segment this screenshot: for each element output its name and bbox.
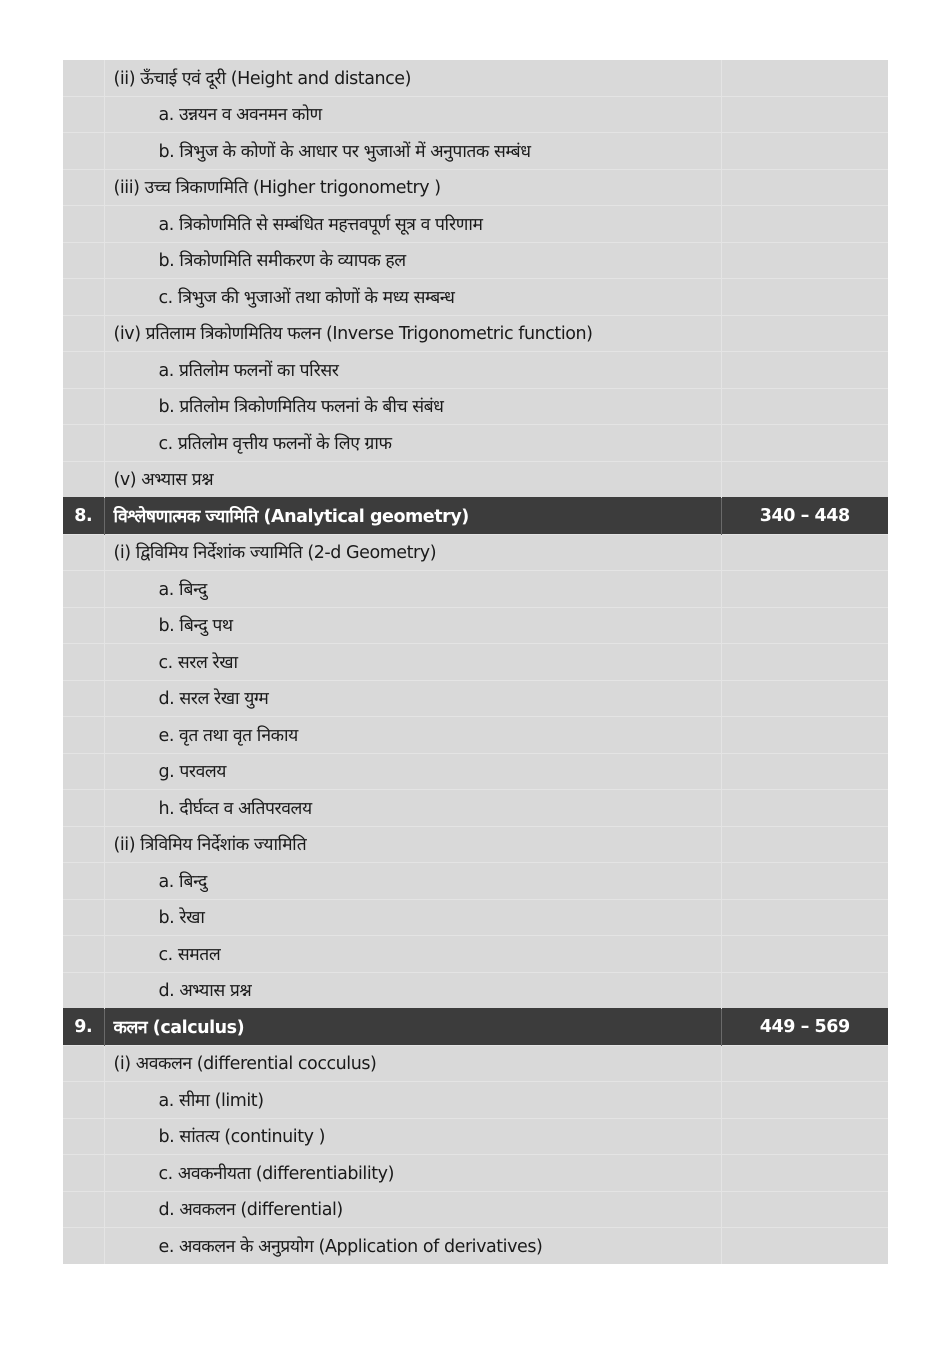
pages-cell [721,352,888,389]
pages-cell [721,936,888,973]
number-cell [63,899,104,936]
subtopic-row [63,607,888,644]
number-cell [63,571,104,608]
subtopic-row [63,936,888,973]
topic-row [63,60,888,96]
number-cell [63,206,104,243]
number-cell [63,863,104,900]
pages-cell [721,826,888,863]
number-cell [63,972,104,1009]
pages-cell [721,972,888,1009]
number-cell [63,60,104,96]
topic-row [63,169,888,206]
pages-cell [721,534,888,571]
subtopic-row [63,571,888,608]
chapter-title: कलन (calculus) [104,1009,721,1046]
pages-cell [721,717,888,754]
pages-cell [721,607,888,644]
number-cell [63,242,104,279]
subtopic-row [63,1191,888,1228]
number-cell [63,534,104,571]
chapter-row [63,498,888,535]
subtopic-row [63,425,888,462]
subtopic-row [63,863,888,900]
chapter-title: विश्लेषणात्मक ज्यामिति (Analytical geometry) [104,498,721,535]
subtopic-text: b. त्रिभुज के कोणों के आधार पर भुजाओं में अनुपातक सम्बंध [104,133,721,170]
subtopic-text: c. समतल [104,936,721,973]
pages-cell [721,899,888,936]
pages-cell [721,1118,888,1155]
subtopic-row [63,644,888,681]
subtopic-row [63,242,888,279]
subtopic-text: d. सरल रेखा युग्म [104,680,721,717]
number-cell [63,936,104,973]
number-cell [63,425,104,462]
topic-text: (iii) उच्च त्रिकाणमिति (Higher trigonometry ) [104,169,721,206]
subtopic-text: a. सीमा (limit) [104,1082,721,1119]
number-cell [63,352,104,389]
subtopic-row [63,899,888,936]
topic-text: (iv) प्रतिलाम त्रिकोणमितिय फलन (Inverse Trigonometric function) [104,315,721,352]
pages-cell [721,790,888,827]
subtopic-text: h. दीर्घव्त व अतिपरवलय [104,790,721,827]
number-cell [63,1082,104,1119]
subtopic-text: c. प्रतिलोम वृत्तीय फलनों के लिए ग्राफ [104,425,721,462]
subtopic-text: c. त्रिभुज की भुजाओं तथा कोणों के मध्य सम्बन्ध [104,279,721,316]
topic-text: (v) अभ्यास प्रश्न [104,461,721,498]
topic-text: (i) अवकलन (differential cocculus) [104,1045,721,1082]
topic-text: (i) द्विविमिय निर्देशांक ज्यामिति (2-d Geometry) [104,534,721,571]
subtopic-row [63,790,888,827]
pages-cell [721,169,888,206]
subtopic-text: b. त्रिकोणमिति समीकरण के व्यापक हल [104,242,721,279]
number-cell [63,388,104,425]
chapter-row [63,1009,888,1046]
number-cell [63,1155,104,1192]
subtopic-row [63,972,888,1009]
number-cell [63,1191,104,1228]
pages-cell [721,279,888,316]
topic-row [63,826,888,863]
subtopic-text: a. प्रतिलोम फलनों का परिसर [104,352,721,389]
subtopic-text: b. बिन्दु पथ [104,607,721,644]
chapter-number: 9. [63,1009,104,1046]
pages-cell [721,242,888,279]
topic-row [63,534,888,571]
number-cell [63,133,104,170]
subtopic-row [63,753,888,790]
subtopic-row [63,1082,888,1119]
chapter-number: 8. [63,498,104,535]
subtopic-text: b. सांतत्य (continuity ) [104,1118,721,1155]
topic-row [63,315,888,352]
subtopic-row [63,279,888,316]
number-cell [63,753,104,790]
subtopic-text: g. परवलय [104,753,721,790]
contents-table [63,60,888,1264]
subtopic-row [63,206,888,243]
subtopic-text: a. उन्नयन व अवनमन कोण [104,96,721,133]
number-cell [63,169,104,206]
topic-row [63,1045,888,1082]
topic-row [63,461,888,498]
pages-cell [721,644,888,681]
pages-cell [721,1191,888,1228]
pages-cell [721,1155,888,1192]
subtopic-text: d. अभ्यास प्रश्न [104,972,721,1009]
number-cell [63,607,104,644]
subtopic-text: a. त्रिकोणमिति से सम्बंधित महत्तवपूर्ण सूत्र व परिणाम [104,206,721,243]
topic-text: (ii) त्रिविमिय निर्देशांक ज्यामिति [104,826,721,863]
number-cell [63,96,104,133]
number-cell [63,826,104,863]
topic-text: (ii) ऊँचाई एवं दूरी (Height and distance) [104,60,721,96]
subtopic-text: a. बिन्दु [104,863,721,900]
subtopic-row [63,1228,888,1264]
number-cell [63,315,104,352]
subtopic-text: a. बिन्दु [104,571,721,608]
subtopic-row [63,680,888,717]
subtopic-row [63,96,888,133]
pages-cell [721,315,888,352]
subtopic-text: e. अवकलन के अनुप्रयोग (Application of derivatives) [104,1228,721,1264]
subtopic-text: c. सरल रेखा [104,644,721,681]
number-cell [63,790,104,827]
subtopic-text: b. प्रतिलोम त्रिकोणमितिय फलनां के बीच संबंध [104,388,721,425]
number-cell [63,1228,104,1264]
pages-cell [721,571,888,608]
pages-cell [721,863,888,900]
number-cell [63,717,104,754]
pages-cell [721,425,888,462]
subtopic-row [63,133,888,170]
chapter-pages: 340 – 448 [721,498,888,535]
subtopic-row [63,717,888,754]
subtopic-text: b. रेखा [104,899,721,936]
pages-cell [721,133,888,170]
pages-cell [721,1082,888,1119]
number-cell [63,279,104,316]
subtopic-row [63,388,888,425]
subtopic-row [63,1155,888,1192]
pages-cell [721,1045,888,1082]
pages-cell [721,206,888,243]
pages-cell [721,461,888,498]
pages-cell [721,60,888,96]
pages-cell [721,680,888,717]
number-cell [63,1045,104,1082]
number-cell [63,644,104,681]
pages-cell [721,96,888,133]
subtopic-text: c. अवकनीयता (differentiability) [104,1155,721,1192]
number-cell [63,461,104,498]
chapter-pages: 449 – 569 [721,1009,888,1046]
subtopic-text: d. अवकलन (differential) [104,1191,721,1228]
pages-cell [721,388,888,425]
contents-table-body [63,60,888,1264]
number-cell [63,1118,104,1155]
number-cell [63,680,104,717]
subtopic-text: e. वृत तथा वृत निकाय [104,717,721,754]
pages-cell [721,1228,888,1264]
subtopic-row [63,352,888,389]
pages-cell [721,753,888,790]
subtopic-row [63,1118,888,1155]
